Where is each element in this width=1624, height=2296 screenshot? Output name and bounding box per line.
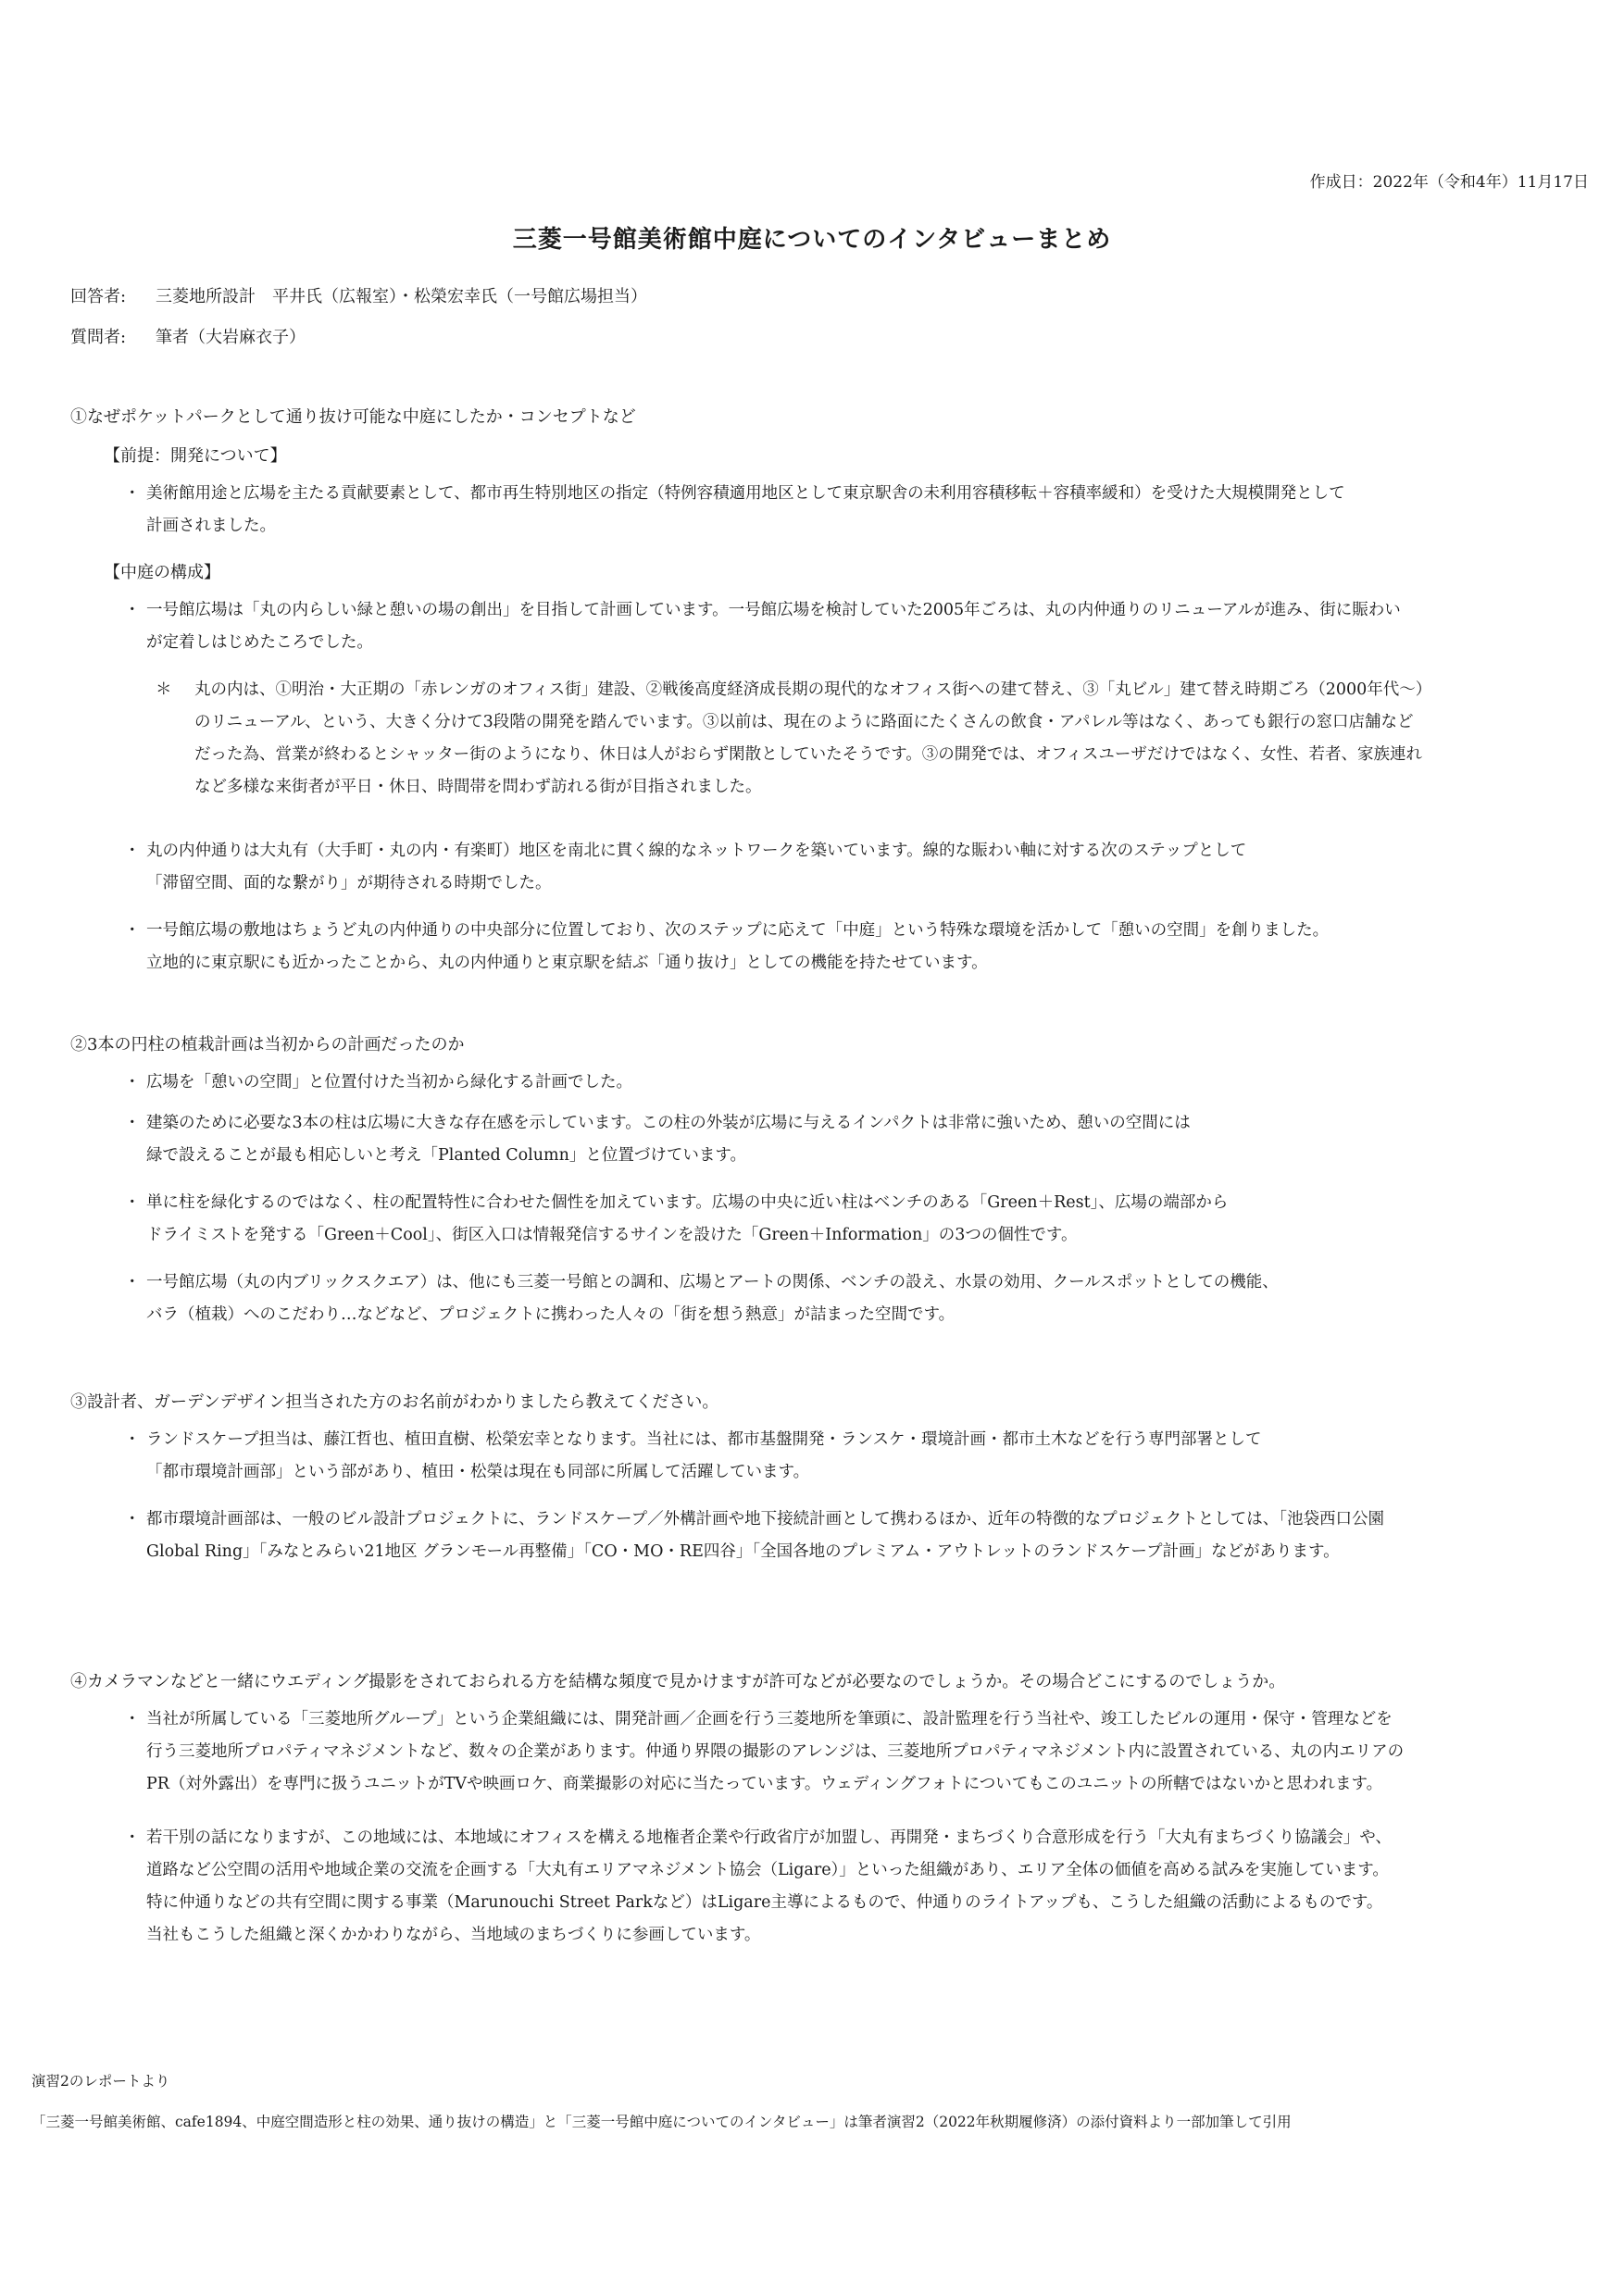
- bullet-line: ランドスケープ担当は、藤江哲也、植田直樹、松榮宏幸となります。当社には、都市基盤開発・ランスケ・環境計画・都市土木などを行う専門部署として: [146, 1430, 1262, 1449]
- bullet-mark: ・: [124, 1073, 141, 1092]
- note-line: だった為、営業が終わるとシャッター街のようになり、休日は人がおらず閑散としていたそうです。③の開発では、オフィスユーザだけではなく、女性、若者、家族連れ: [194, 745, 1422, 764]
- bullet-line: 一号館広場の敷地はちょうど丸の内仲通りの中央部分に位置しており、次のステップに応えて「中庭」という特殊な環境を活かして「憩いの空間」を創りました。: [146, 921, 1330, 940]
- bullet-line: 一号館広場（丸の内ブリックスクエア）は、他にも三菱一号館との調和、広場とアートの関係、ベンチの設え、水景の効用、クールスポットとしての機能、: [146, 1273, 1279, 1292]
- bullet-mark: ・: [124, 484, 141, 503]
- bullet-mark: ・: [124, 1273, 141, 1292]
- bullet-line: 行う三菱地所プロパティマネジメントなど、数々の企業があります。仲通り界隈の撮影のアレンジは、三菱地所プロパティマネジメント内に設置されている、丸の内エリアの: [146, 1742, 1405, 1761]
- bullet-line: 特に仲通りなどの共有空間に関する事業（Marunouchi Street Parkなど）はLigare主導によるもので、仲通りのライトアップも、こうした組織の活動によるものです。: [146, 1893, 1383, 1912]
- bullet-line: Global Ring」「みなとみらい21地区 グランモール再整備」「CO・MO・RE四谷」「全国各地のプレミアム・アウトレットのランドスケープ計画」などがあります。: [146, 1542, 1340, 1561]
- question-1-heading: ①なぜポケットパークとして通り抜け可能な中庭にしたか・コンセプトなど: [70, 407, 636, 427]
- note-line: 丸の内は、①明治・大正期の「赤レンガのオフィス街」建設、②戦後高度経済成長期の現代的なオフィス街への建て替え、③「丸ビル」建て替え時期ごろ（2000年代～）: [194, 680, 1432, 699]
- questioner-line: [70, 324, 306, 348]
- bullet-mark: ・: [124, 1710, 141, 1728]
- questioner-value: 筆者（大岩麻衣子）: [156, 328, 306, 347]
- respondent-value: 三菱地所設計 平井氏（広報室）・松榮宏幸氏（一号館広場担当）: [156, 287, 647, 306]
- bullet-line: 一号館広場は「丸の内らしい緑と憩いの場の創出」を目指して計画しています。一号館広場を検討していた2005年ごろは、丸の内仲通りのリニューアルが進み、街に賑わい: [146, 601, 1401, 619]
- footer-source-label: 演習2のレポートより: [31, 2073, 170, 2090]
- bullet-mark: ・: [124, 1193, 141, 1212]
- note-line: のリニューアル、という、大きく分けて3段階の開発を踏んでいます。③以前は、現在のように路面にたくさんの飲食・アパレル等はなく、あっても銀行の窓口店舗など: [194, 713, 1414, 731]
- bullet-line: 「都市環境計画部」という部があり、植田・松榮は現在も同部に所属して活躍しています。: [146, 1463, 810, 1481]
- questioner-label: 質問者:: [70, 328, 127, 347]
- bullet-line: バラ（植栽）へのこだわり…などなど、プロジェクトに携わった人々の「街を想う熱意」が詰まった空間です。: [146, 1305, 956, 1324]
- respondent-label: 回答者:: [70, 287, 127, 306]
- document-title: 三菱一号館美術館中庭についてのインタビューまとめ: [512, 226, 1112, 254]
- bullet-line: 計画されました。: [146, 517, 276, 535]
- question-2-heading: ②3本の円柱の植栽計画は当初からの計画だったのか: [70, 1035, 465, 1054]
- bullet-mark: ・: [124, 1114, 141, 1132]
- bullet-line: 都市環境計画部は、一般のビル設計プロジェクトに、ランドスケープ／外構計画や地下接続計画として携わるほか、近年の特徴的なプロジェクトとしては、「池袋西口公園: [146, 1510, 1384, 1529]
- q1-note: [156, 674, 1544, 804]
- note-line: など多様な来街者が平日・休日、時間帯を問わず訪れる街が目指されました。: [194, 778, 762, 796]
- bullet-line: 広場を「憩いの空間」と位置付けた当初から緑化する計画でした。: [146, 1073, 632, 1092]
- bullet-mark: ・: [124, 1510, 141, 1529]
- question-4-heading: ④カメラマンなどと一緒にウエディング撮影をされておられる方を結構な頻度で見かけますが許可などが必要なのでしょうか。その場合どこにするのでしょうか。: [70, 1672, 1286, 1691]
- bullet-line: 道路など公空間の活用や地域企業の交流を企画する「大丸有エリアマネジメント協会（Ligare）」といった組織があり、エリア全体の価値を高める試みを実施しています。: [146, 1861, 1389, 1879]
- bullet-mark: ・: [124, 1430, 141, 1449]
- bullet-line: PR（対外露出）を専門に扱うユニットがTVや映画ロケ、商業撮影の対応に当たっています。ウェディングフォトについてもこのユニットの所轄ではないかと思われます。: [146, 1775, 1383, 1793]
- bullet-line: 「滞留空間、面的な繋がり」が期待される時期でした。: [146, 874, 552, 892]
- bullet-line: 当社もこうした組織と深くかかわりながら、当地域のまちづくりに参画しています。: [146, 1926, 761, 1944]
- creation-date: 作成日：2022年（令和4年）11月17日: [1309, 173, 1589, 192]
- bullet-line: 立地的に東京駅にも近かったことから、丸の内仲通りと東京駅を結ぶ「通り抜け」としての機能を持たせています。: [146, 954, 988, 972]
- bullet-line: 当社が所属している「三菱地所グループ」という企業組織には、開発計画／企画を行う三菱地所を筆頭に、設計監理を行う当社や、竣工したビルの運用・保守・管理などを: [146, 1710, 1393, 1728]
- bullet-mark: ・: [124, 1828, 141, 1847]
- respondent-line: [70, 283, 647, 307]
- bullet-line: 緑で設えることが最も相応しいと考え「Planted Column」と位置づけています。: [146, 1146, 746, 1165]
- bullet-line: が定着しはじめたころでした。: [146, 633, 373, 652]
- question-3-heading: ③設計者、ガーデンデザイン担当された方のお名前がわかりましたら教えてください。: [70, 1392, 719, 1412]
- bullet-line: 建築のために必要な3本の柱は広場に大きな存在感を示しています。この柱の外装が広場に与えるインパクトは非常に強いため、憩いの空間には: [146, 1114, 1191, 1132]
- bullet-mark: ・: [124, 842, 141, 860]
- q1-subheading-premise: 【前提：開発について】: [104, 446, 287, 466]
- bullet-line: ドライミストを発する「Green＋Cool」、街区入口は情報発信するサインを設けた「Green＋Information」の3つの個性です。: [146, 1226, 1078, 1244]
- note-mark: ＊: [156, 680, 172, 699]
- bullet-line: 単に柱を緑化するのではなく、柱の配置特性に合わせた個性を加えています。広場の中央に近い柱はベンチのある「Green＋Rest」、広場の端部から: [146, 1193, 1229, 1212]
- bullet-line: 美術館用途と広場を主たる貢献要素として、都市再生特別地区の指定（特例容積適用地区として東京駅舎の未利用容積移転＋容積率緩和）を受けた大規模開発として: [146, 484, 1345, 503]
- bullet-line: 丸の内仲通りは大丸有（大手町・丸の内・有楽町）地区を南北に貫く線的なネットワークを築いています。線的な賑わい軸に対する次のステップとして: [146, 842, 1247, 860]
- bullet-mark: ・: [124, 921, 141, 940]
- footer-citation: 「三菱一号館美術館、cafe1894、中庭空間造形と柱の効果、通り抜けの構造」と「三菱一号館中庭についてのインタビュー」は筆者演習2（2022年秋期履修済）の添付資料より一部加筆して引用: [31, 2114, 1292, 2130]
- bullet-line: 若干別の話になりますが、この地域には、本地域にオフィスを構える地権者企業や行政省庁が加盟し、再開発・まちづくり合意形成を行う「大丸有まちづくり協議会」や、: [146, 1828, 1392, 1847]
- q1-subheading-composition: 【中庭の構成】: [104, 563, 220, 582]
- bullet-mark: ・: [124, 601, 141, 619]
